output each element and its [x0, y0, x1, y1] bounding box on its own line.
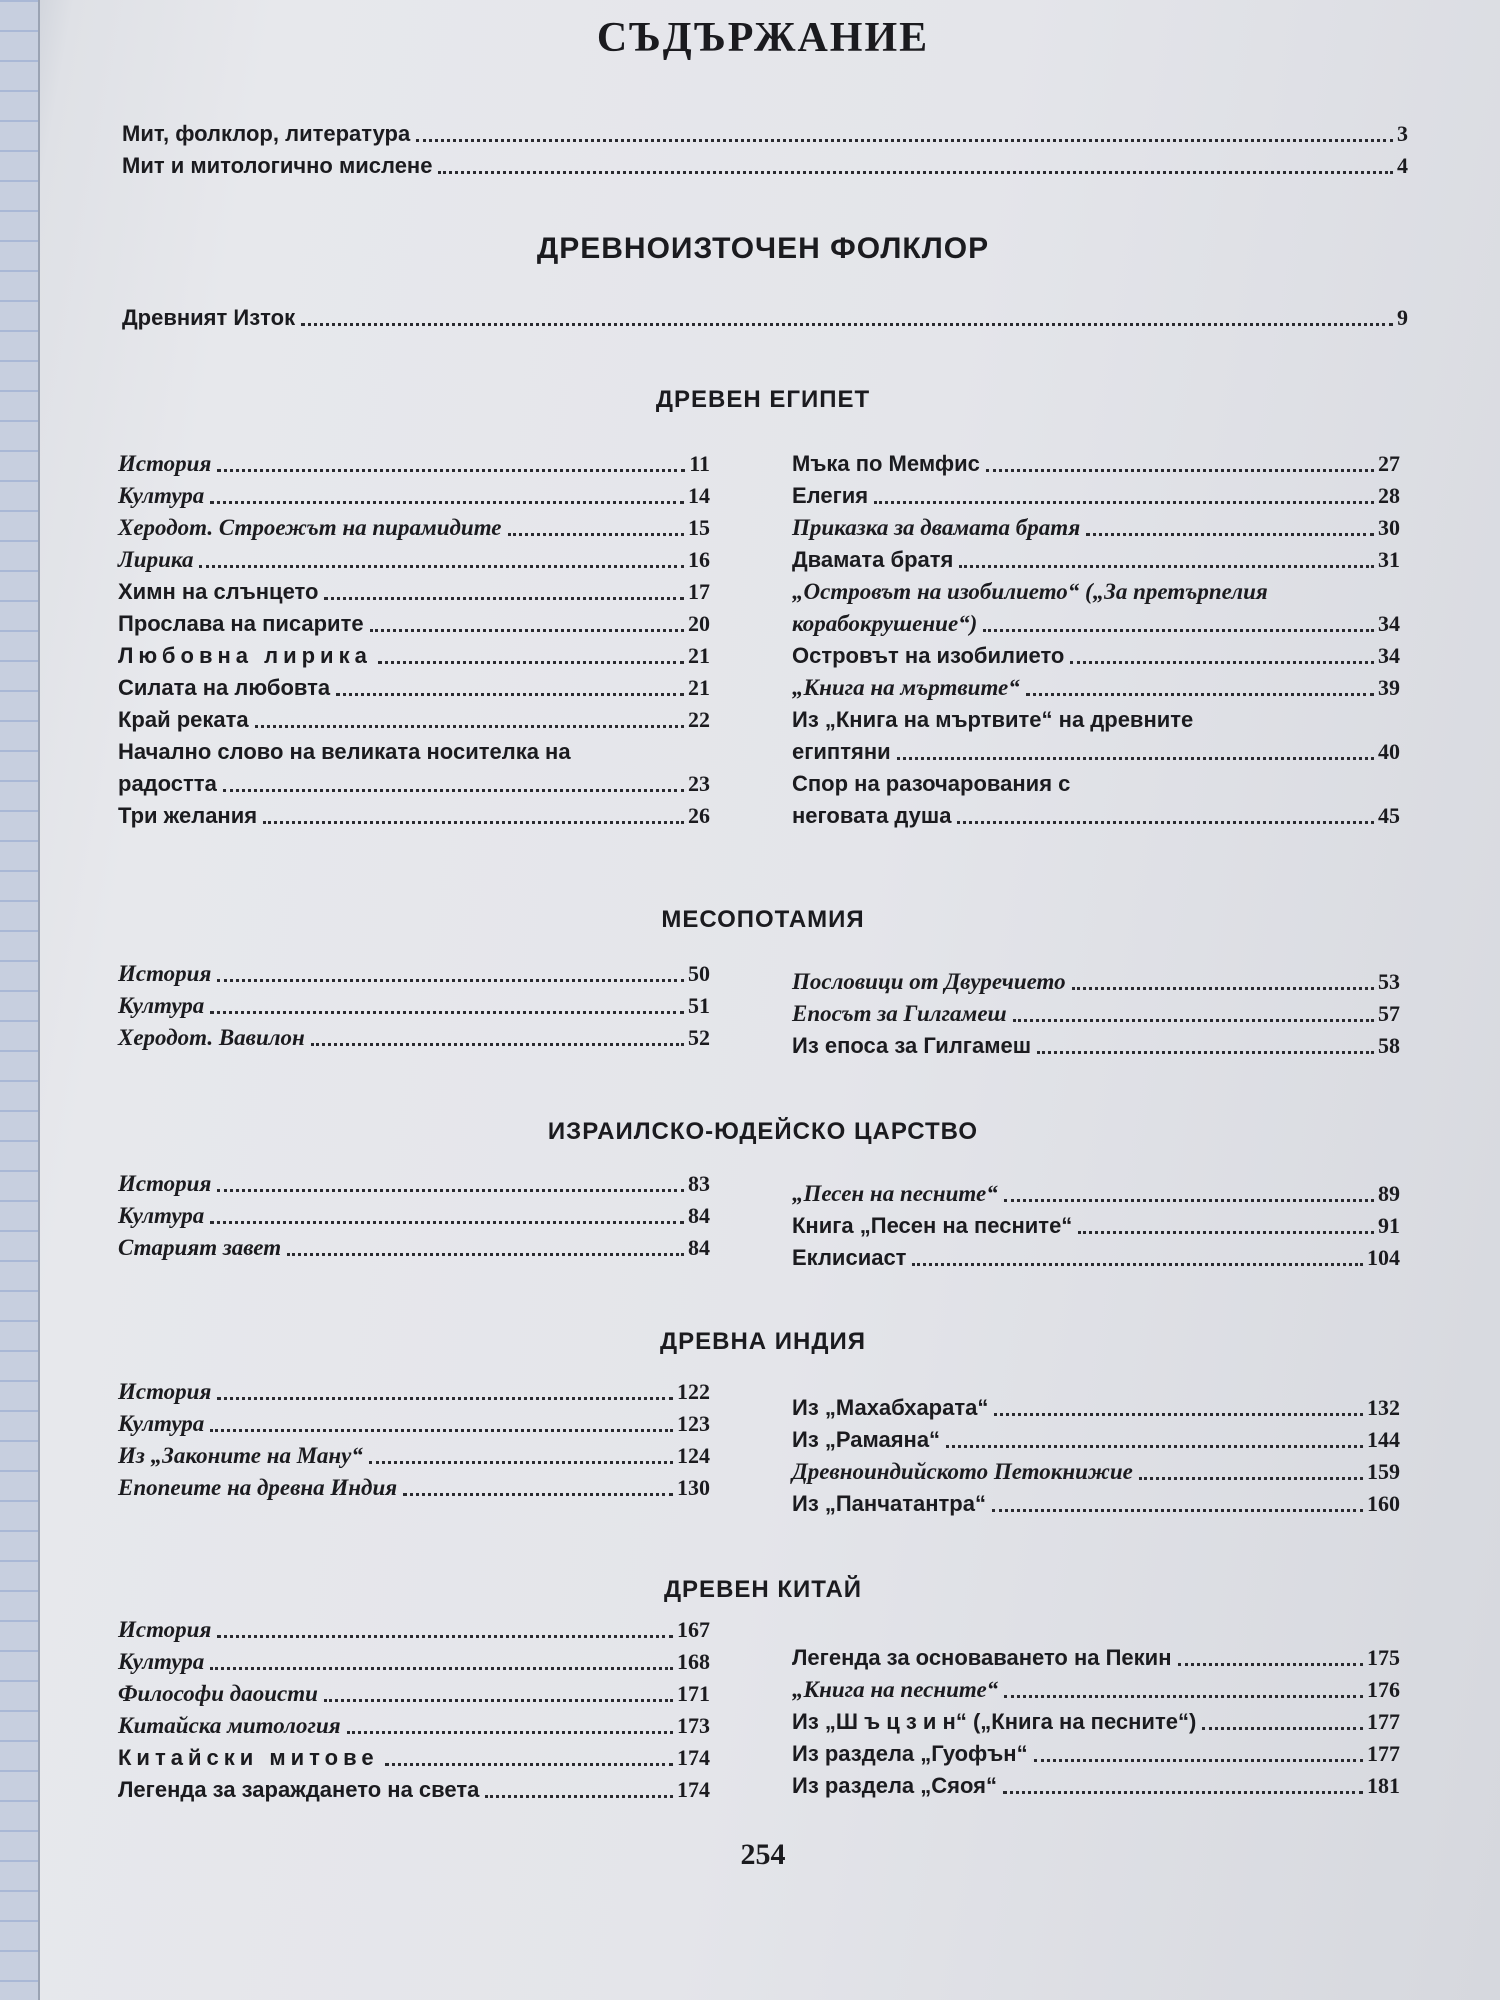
- dot-leader: [508, 533, 684, 536]
- toc-entry-title: „Книга на песните“: [792, 1677, 999, 1702]
- toc-entry-page: 177: [1367, 1741, 1400, 1766]
- toc-entry: [792, 1392, 1400, 1424]
- toc-entry: [792, 448, 1400, 480]
- toc-entry-title: Приказка за двамата братя: [792, 515, 1081, 540]
- toc-entry-title: Из „Рамаяна“: [792, 1427, 941, 1452]
- toc-entry: [118, 1408, 710, 1440]
- toc-entry-title: „Книга на мъртвите“: [792, 675, 1020, 700]
- toc-entry: [118, 672, 710, 704]
- india-right-column: [792, 1392, 1400, 1520]
- dot-leader: [324, 1699, 673, 1702]
- toc-entry: [792, 1030, 1400, 1062]
- toc-entry-page: 174: [677, 1777, 710, 1802]
- toc-entry-page: 123: [677, 1411, 710, 1436]
- toc-entry-title: История: [118, 1379, 212, 1404]
- section-title-ancient-east: ДРЕВНОИЗТОЧЕН ФОЛКЛОР: [536, 232, 990, 265]
- toc-entry-page: 22: [688, 707, 710, 732]
- toc-entry-title: Култура: [118, 1203, 205, 1228]
- section-title-india: ДРЕВНА ИНДИЯ: [660, 1328, 866, 1355]
- toc-entry-title: Епопеите на древна Индия: [118, 1475, 398, 1500]
- toc-entry-page: 160: [1367, 1491, 1400, 1516]
- toc-entry-title: Лирика: [118, 547, 194, 572]
- toc-entry-title-continued: неговата душа: [792, 803, 952, 828]
- toc-entry-page: 51: [688, 993, 710, 1018]
- toc-entry: [118, 480, 710, 512]
- toc-entry: [122, 302, 1408, 334]
- toc-entry: [118, 576, 710, 608]
- toc-entry-title: Из раздела „Сяоя“: [792, 1773, 997, 1798]
- egypt-right-column: [792, 448, 1400, 832]
- dot-leader: [1078, 1231, 1374, 1234]
- toc-entry-page: 15: [688, 515, 710, 540]
- dot-leader: [199, 565, 684, 568]
- toc-entry-title: Из „Панчатантра“: [792, 1491, 986, 1516]
- toc-entry-page: 21: [688, 675, 710, 700]
- toc-entry-title: Култура: [118, 1411, 205, 1436]
- toc-entry: [118, 544, 710, 576]
- dot-leader: [210, 1429, 673, 1432]
- dot-leader: [217, 979, 684, 982]
- toc-entry: [118, 800, 710, 832]
- intro-list: [122, 118, 1408, 182]
- toc-entry: [118, 1646, 710, 1678]
- dot-leader: [311, 1043, 684, 1046]
- toc-entry-page: 45: [1378, 803, 1400, 828]
- toc-entry-page: 122: [677, 1379, 710, 1404]
- toc-entry-page: 175: [1367, 1645, 1400, 1670]
- toc-entry-page: 40: [1378, 739, 1400, 764]
- toc-entry: [118, 704, 710, 736]
- toc-entry: [118, 1678, 710, 1710]
- toc-entry-title: Старият завет: [118, 1235, 282, 1260]
- toc-entry: [792, 640, 1400, 672]
- toc-entry-title: Силата на любовта: [118, 675, 331, 700]
- page-title: СЪДЪРЖАНИЕ: [596, 15, 930, 61]
- toc-entry-title: „Песен на песните“: [792, 1181, 998, 1206]
- toc-entry-page: 3: [1397, 121, 1408, 146]
- dot-leader: [1013, 1019, 1374, 1022]
- toc-entry-page: 21: [688, 643, 710, 668]
- toc-entry: [792, 544, 1400, 576]
- dot-leader: [438, 171, 1393, 174]
- toc-entry-title: Мит и митологично мислене: [122, 153, 433, 178]
- toc-entry-page: 20: [688, 611, 710, 636]
- toc-entry: [792, 1242, 1400, 1274]
- dot-leader: [897, 757, 1374, 760]
- toc-entry-title: Три желания: [118, 803, 258, 828]
- toc-entry-page: 130: [677, 1475, 710, 1500]
- toc-entry-title: Из „Законите на Ману“: [118, 1443, 363, 1468]
- toc-entry-page: 104: [1367, 1245, 1400, 1270]
- dot-leader: [1034, 1759, 1363, 1762]
- toc-entry: [792, 1178, 1400, 1210]
- toc-entry-title: Мъка по Мемфис: [792, 451, 980, 476]
- toc-entry: [118, 640, 710, 672]
- toc-entry-page: 52: [688, 1025, 710, 1050]
- toc-entry-page: 167: [677, 1617, 710, 1642]
- dot-leader: [210, 1667, 673, 1670]
- dot-leader: [210, 1011, 684, 1014]
- toc-entry: [118, 1614, 710, 1646]
- dot-leader: [946, 1445, 1363, 1448]
- toc-entry: [118, 736, 710, 800]
- dot-leader: [1072, 987, 1374, 990]
- dot-leader: [1004, 1695, 1363, 1698]
- toc-entry-page: 26: [688, 803, 710, 828]
- dot-leader: [994, 1413, 1363, 1416]
- toc-entry-title: История: [118, 1171, 212, 1196]
- toc-entry-page: 11: [689, 451, 710, 476]
- dot-leader: [912, 1263, 1363, 1266]
- israel-left-column: [118, 1168, 710, 1264]
- toc-entry: [118, 1200, 710, 1232]
- toc-entry: [118, 512, 710, 544]
- toc-entry: [792, 576, 1400, 640]
- dot-leader: [403, 1493, 673, 1496]
- mesopotamia-right-column: [792, 966, 1400, 1062]
- china-left-column: [118, 1614, 710, 1806]
- toc-entry: [118, 608, 710, 640]
- toc-content: [118, 0, 1408, 2000]
- toc-entry: [792, 1706, 1400, 1738]
- toc-entry-title: Мит, фолклор, литература: [122, 121, 411, 146]
- israel-right-column: [792, 1178, 1400, 1274]
- toc-entry-title: Пословици от Двуречието: [792, 969, 1066, 994]
- toc-entry-title: Островът на изобилието: [792, 643, 1065, 668]
- dot-leader: [983, 629, 1374, 632]
- section-title-israel: ИЗРАИЛСКО-ЮДЕЙСКО ЦАРСТВО: [547, 1118, 979, 1145]
- toc-entry-page: 58: [1378, 1033, 1400, 1058]
- toc-entry-title: История: [118, 451, 212, 476]
- toc-entry-page: 16: [688, 547, 710, 572]
- toc-entry-title: История: [118, 1617, 212, 1642]
- toc-entry-title: Древният Изток: [122, 305, 296, 330]
- toc-entry: [118, 1440, 710, 1472]
- toc-entry-title: „Островът на изобилието“ („За претърпелия: [792, 579, 1268, 604]
- adjacent-notebook-edge: [0, 0, 40, 2000]
- dot-leader: [223, 789, 684, 792]
- toc-entry: [122, 118, 1408, 150]
- toc-entry-page: 124: [677, 1443, 710, 1468]
- dot-leader: [992, 1509, 1363, 1512]
- toc-entry-page: 176: [1367, 1677, 1400, 1702]
- toc-entry: [118, 1710, 710, 1742]
- dot-leader: [1026, 693, 1374, 696]
- toc-entry-page: 177: [1367, 1709, 1400, 1734]
- toc-entry-title: Култура: [118, 483, 205, 508]
- toc-entry: [118, 448, 710, 480]
- toc-entry: [792, 1424, 1400, 1456]
- dot-leader: [255, 725, 684, 728]
- toc-entry-title: Двамата братя: [792, 547, 954, 572]
- toc-entry-page: 53: [1378, 969, 1400, 994]
- toc-entry-title: Легенда за зараждането на света: [118, 1777, 480, 1802]
- toc-entry-page: 144: [1367, 1427, 1400, 1452]
- toc-entry-title: Начално слово на великата носителка на: [118, 739, 571, 764]
- toc-entry: [118, 958, 710, 990]
- toc-entry-title: Китайска митология: [118, 1713, 341, 1738]
- dot-leader: [378, 661, 684, 664]
- dot-leader: [1037, 1051, 1374, 1054]
- toc-entry-page: 173: [677, 1713, 710, 1738]
- section-title-egypt: ДРЕВЕН ЕГИПЕТ: [655, 386, 871, 413]
- section-title-china: ДРЕВЕН КИТАЙ: [663, 1576, 863, 1603]
- toc-entry: [792, 672, 1400, 704]
- toc-entry: [792, 1738, 1400, 1770]
- toc-entry-page: 83: [688, 1171, 710, 1196]
- toc-entry-page: 84: [688, 1235, 710, 1260]
- dot-leader: [874, 501, 1374, 504]
- dot-leader: [217, 469, 685, 472]
- toc-entry-page: 9: [1397, 305, 1408, 330]
- toc-entry: [792, 704, 1400, 768]
- toc-entry-page: 132: [1367, 1395, 1400, 1420]
- toc-entry-page: 171: [677, 1681, 710, 1706]
- toc-entry-title: Из раздела „Гуофън“: [792, 1741, 1028, 1766]
- dot-leader: [1004, 1199, 1374, 1202]
- toc-entry: [118, 1774, 710, 1806]
- toc-entry-title: Из епоса за Гилгамеш: [792, 1033, 1032, 1058]
- toc-entry: [118, 1022, 710, 1054]
- page-number: 254: [740, 1838, 786, 1871]
- dot-leader: [485, 1795, 673, 1798]
- toc-entry-page: 168: [677, 1649, 710, 1674]
- toc-entry-title: Епосът за Гилгамеш: [792, 1001, 1007, 1026]
- toc-entry-page: 39: [1378, 675, 1400, 700]
- toc-entry-page: 91: [1378, 1213, 1400, 1238]
- toc-entry-page: 159: [1367, 1459, 1400, 1484]
- dot-leader: [1139, 1477, 1363, 1480]
- toc-entry-title: Древноиндийското Петокнижие: [792, 1459, 1133, 1484]
- toc-entry: [118, 1376, 710, 1408]
- dot-leader: [217, 1189, 684, 1192]
- dot-leader: [336, 693, 684, 696]
- dot-leader: [347, 1731, 673, 1734]
- toc-entry-title: Херодот. Строежът на пирамидите: [118, 515, 502, 540]
- toc-entry-title: Книга „Песен на песните“: [792, 1213, 1073, 1238]
- toc-entry-page: 14: [688, 483, 710, 508]
- toc-entry: [792, 1770, 1400, 1802]
- toc-entry-page: 17: [688, 579, 710, 604]
- dot-leader: [1070, 661, 1374, 664]
- toc-entry-page: 84: [688, 1203, 710, 1228]
- toc-entry: [792, 1456, 1400, 1488]
- toc-entry-title: История: [118, 961, 212, 986]
- toc-entry: [792, 512, 1400, 544]
- toc-entry-title: Херодот. Вавилон: [118, 1025, 305, 1050]
- dot-leader: [957, 821, 1374, 824]
- toc-entry-title: Елегия: [792, 483, 869, 508]
- toc-entry-title: Философи даоисти: [118, 1681, 318, 1706]
- toc-entry-title: Еклисиаст: [792, 1245, 907, 1270]
- mesopotamia-left-column: [118, 958, 710, 1054]
- toc-entry-page: 23: [688, 771, 710, 796]
- toc-entry-page: 27: [1378, 451, 1400, 476]
- toc-entry: [118, 1472, 710, 1504]
- toc-entry: [792, 1674, 1400, 1706]
- egypt-left-column: [118, 448, 710, 832]
- toc-entry-title: Край реката: [118, 707, 249, 732]
- toc-entry-title: Китайски митове: [118, 1745, 379, 1770]
- toc-entry: [792, 1210, 1400, 1242]
- dot-leader: [287, 1253, 684, 1256]
- toc-entry: [792, 1642, 1400, 1674]
- toc-entry: [792, 480, 1400, 512]
- dot-leader: [210, 501, 684, 504]
- dot-leader: [1178, 1663, 1364, 1666]
- dot-leader: [301, 323, 1393, 326]
- toc-entry-page: 4: [1397, 153, 1408, 178]
- toc-entry-page: 181: [1367, 1773, 1400, 1798]
- toc-entry-page: 50: [688, 961, 710, 986]
- toc-entry-page: 30: [1378, 515, 1400, 540]
- toc-entry-page: 89: [1378, 1181, 1400, 1206]
- toc-entry-title: Из „Махабхарата“: [792, 1395, 989, 1420]
- toc-entry-page: 57: [1378, 1001, 1400, 1026]
- toc-entry: [792, 998, 1400, 1030]
- toc-entry-page: 34: [1378, 611, 1400, 636]
- dot-leader: [385, 1763, 673, 1766]
- dot-leader: [217, 1397, 673, 1400]
- toc-entry-page: 174: [677, 1745, 710, 1770]
- toc-entry-title: Химн на слънцето: [118, 579, 319, 604]
- dot-leader: [986, 469, 1374, 472]
- toc-entry: [118, 1168, 710, 1200]
- toc-entry-page: 34: [1378, 643, 1400, 668]
- dot-leader: [324, 597, 684, 600]
- dot-leader: [263, 821, 684, 824]
- india-left-column: [118, 1376, 710, 1504]
- toc-entry-title-continued: египтяни: [792, 739, 891, 764]
- toc-entry-title: Култура: [118, 1649, 205, 1674]
- ancient-east-list: [122, 302, 1408, 334]
- toc-entry-title: Спор на разочарования с: [792, 771, 1071, 796]
- dot-leader: [959, 565, 1374, 568]
- toc-entry-title: Из „Книга на мъртвите“ на древните: [792, 707, 1194, 732]
- toc-entry-page: 31: [1378, 547, 1400, 572]
- toc-entry-title: Из „Ш ъ ц з и н“ („Книга на песните“): [792, 1709, 1197, 1734]
- dot-leader: [210, 1221, 684, 1224]
- toc-entry: [792, 768, 1400, 832]
- toc-entry: [118, 990, 710, 1022]
- toc-entry-title-continued: радостта: [118, 771, 217, 796]
- dot-leader: [370, 629, 684, 632]
- toc-entry: [118, 1742, 710, 1774]
- toc-entry-title: Любовна лирика: [118, 643, 372, 668]
- dot-leader: [369, 1461, 673, 1464]
- china-right-column: [792, 1642, 1400, 1802]
- toc-entry-title-continued: корабокрушение“): [792, 611, 978, 636]
- toc-entry-title: Култура: [118, 993, 205, 1018]
- dot-leader: [217, 1635, 673, 1638]
- section-title-mesopotamia: МЕСОПОТАМИЯ: [661, 906, 865, 933]
- toc-entry-title: Легенда за основаването на Пекин: [792, 1645, 1172, 1670]
- dot-leader: [1003, 1791, 1363, 1794]
- dot-leader: [1086, 533, 1374, 536]
- dot-leader: [416, 139, 1393, 142]
- toc-entry: [118, 1232, 710, 1264]
- toc-entry: [792, 1488, 1400, 1520]
- toc-entry-page: 28: [1378, 483, 1400, 508]
- dot-leader: [1202, 1727, 1363, 1730]
- toc-entry-title: Прослава на писарите: [118, 611, 364, 636]
- toc-entry: [122, 150, 1408, 182]
- toc-entry: [792, 966, 1400, 998]
